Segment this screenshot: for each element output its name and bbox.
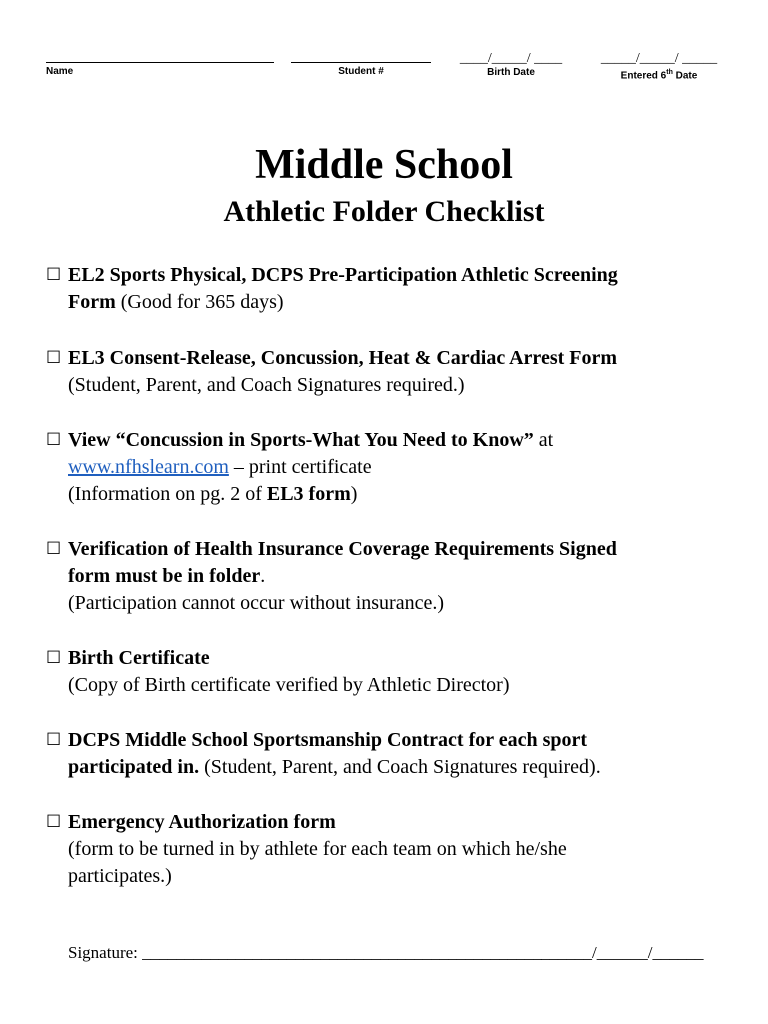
item-note: (Student, Parent, and Coach Signatures required). <box>199 756 601 778</box>
signature-label: Signature: <box>68 943 143 962</box>
checkbox-icon[interactable]: ☐ <box>46 539 62 559</box>
nfhslearn-link[interactable]: www.nfhslearn.com <box>68 456 229 478</box>
item-text: . <box>260 565 266 587</box>
item-title: View “Concussion in Sports-What You Need to Know” <box>68 429 534 451</box>
entered-date-label: Entered 6th Date <box>620 69 698 82</box>
name-line <box>46 62 274 63</box>
checklist-item-insurance <box>46 536 736 617</box>
item-note-cont: participates.) <box>68 865 172 887</box>
item-note: (Student, Parent, and Coach Signatures required.) <box>68 374 465 396</box>
checkbox-icon[interactable]: ☐ <box>46 430 62 450</box>
birth-date-field[interactable] <box>455 51 567 79</box>
signature-date-blank: ______/______/______ <box>541 943 704 962</box>
checkbox-icon[interactable]: ☐ <box>46 348 62 368</box>
item-note: (Good for 365 days) <box>115 291 284 313</box>
item-title: DCPS Middle School Sportsmanship Contract for each sport <box>68 729 588 751</box>
name-label: Name <box>46 66 74 77</box>
signature-line: _______________________________________________ <box>142 943 542 962</box>
item-title: Verification of Health Insurance Coverage Requirements Signed <box>68 538 617 560</box>
checklist-item-consent <box>46 345 736 399</box>
student-number-line <box>291 62 431 63</box>
item-note-bold: EL3 form <box>266 483 351 505</box>
item-text: at <box>533 429 554 451</box>
item-note: (Copy of Birth certificate verified by Athletic Director) <box>68 674 510 696</box>
entered-date-field[interactable] <box>598 51 720 82</box>
item-title-cont: Form <box>68 291 116 313</box>
item-note-end: ) <box>350 483 358 505</box>
student-number-field[interactable] <box>291 62 431 78</box>
checklist-item-birth-certificate <box>46 645 736 699</box>
signature-field[interactable] <box>68 942 542 964</box>
item-title-cont: form must be in folder <box>68 565 261 587</box>
item-title: EL2 Sports Physical, DCPS Pre-Participation Athletic Screening <box>68 264 618 286</box>
item-note: (Information on pg. 2 of <box>68 483 267 505</box>
entered-date-blank: _____/_____/ _____ <box>600 51 718 66</box>
birth-date-label: Birth Date <box>487 67 535 78</box>
item-note: (form to be turned in by athlete for each team on which he/she <box>68 838 567 860</box>
checklist-item-concussion-course <box>46 427 736 508</box>
student-number-label: Student # <box>338 66 384 77</box>
page-title: Middle School <box>255 142 513 188</box>
item-title: Emergency Authorization form <box>68 811 336 833</box>
checkbox-icon[interactable]: ☐ <box>46 812 62 832</box>
page-subtitle: Athletic Folder Checklist <box>223 195 545 228</box>
checkbox-icon[interactable]: ☐ <box>46 648 62 668</box>
birth-date-blank: ____/_____/ ____ <box>459 51 563 66</box>
item-note: (Participation cannot occur without insurance.) <box>68 592 444 614</box>
checkbox-icon[interactable]: ☐ <box>46 265 62 285</box>
signature-date-field[interactable] <box>541 942 703 964</box>
item-title: EL3 Consent-Release, Concussion, Heat & Cardiac Arrest Form <box>68 347 618 369</box>
item-title: Birth Certificate <box>68 647 210 669</box>
checklist-item-sportsmanship <box>46 727 736 781</box>
name-field[interactable] <box>46 62 274 78</box>
item-text: – print certificate <box>228 456 372 478</box>
checklist-item-emergency <box>46 809 736 890</box>
checkbox-icon[interactable]: ☐ <box>46 730 62 750</box>
item-title-cont: participated in. <box>68 756 200 778</box>
checklist-item-physical <box>46 262 736 316</box>
